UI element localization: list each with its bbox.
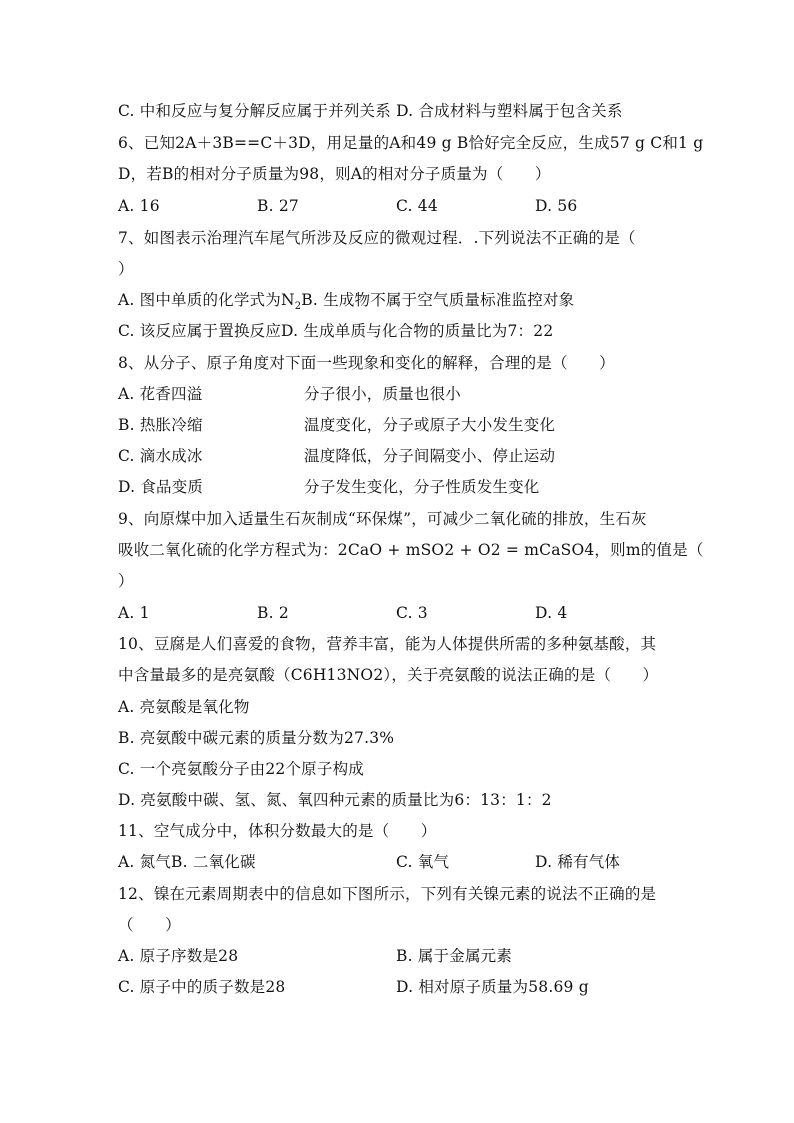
q11-option-c: C. 氧气 (396, 853, 450, 871)
q12-option-c: C. 原子中的质子数是28 (118, 978, 286, 996)
q9-stem-line-1: 9、向原煤中加入适量生石灰制成“环保煤”，可减少二氧化硫的排放，生石灰 (118, 510, 647, 528)
q9-stem-line-3: ） (118, 572, 134, 590)
q8-option-d-explain: 分子发生变化，分子性质发生变化 (304, 478, 540, 496)
q8-option-b-label: B. 热胀冷缩 (118, 416, 203, 434)
q8-option-c-explain: 温度降低，分子间隔变小、停止运动 (304, 447, 556, 465)
q7-options-line-1 (118, 290, 574, 317)
q9-stem-line-2: 吸收二氧化硫的化学方程式为：2CaO + mSO2 + O2 = mCaSO4，则m的值是（ (118, 541, 704, 559)
q12-option-d: D. 相对原子质量为58.69 g (396, 978, 589, 996)
q6-option-d: D. 56 (535, 197, 578, 215)
q7-option-a-text: A. 图中单质的化学式为N (118, 291, 295, 309)
q6-option-a: A. 16 (118, 197, 160, 215)
q7-option-a-subscript: 2 (294, 301, 302, 313)
q12-stem-line-1: 12、镍在元素周期表中的信息如下图所示，下列有关镍元素的说法不正确的是 (118, 885, 657, 903)
q10-option-c: C. 一个亮氨酸分子由22个原子构成 (118, 760, 364, 778)
q5-options-line: C. 中和反应与复分解反应属于并列关系 D. 合成材料与塑料属于包含关系 (118, 102, 623, 120)
q10-option-a: A. 亮氨酸是氧化物 (118, 698, 250, 716)
q9-option-d: D. 4 (535, 604, 568, 622)
q8-option-a-explain: 分子很小，质量也很小 (304, 385, 462, 403)
q8-option-c-label: C. 滴水成冰 (118, 447, 203, 465)
q10-stem-line-2: 中含量最多的是亮氨酸（C6H13NO2），关于亮氨酸的说法正确的是（ ） (118, 666, 659, 684)
q10-stem-line-1: 10、豆腐是人们喜爱的食物，营养丰富，能为人体提供所需的多种氨基酸，其 (118, 635, 657, 653)
q9-option-c: C. 3 (396, 604, 428, 622)
q12-option-a: A. 原子序数是28 (118, 947, 239, 965)
q7-options-line-2: C. 该反应属于置换反应D. 生成单质与化合物的质量比为7：22 (118, 322, 554, 340)
q7-option-b-text: B. 生成物不属于空气质量标准监控对象 (301, 291, 575, 309)
q9-option-a: A. 1 (118, 604, 150, 622)
q6-stem-line-2: D，若B的相对分子质量为98，则A的相对分子质量为（ ） (118, 165, 551, 183)
q12-stem-line-2: （ ） (118, 916, 181, 934)
q6-stem-line-1: 6、已知2A＋3B==C＋3D，用足量的A和49 g B恰好完全反应，生成57 g C和1 g (118, 134, 704, 152)
q10-option-d: D. 亮氨酸中碳、氢、氮、氧四种元素的质量比为6：13：1：2 (118, 791, 552, 809)
q12-option-b: B. 属于金属元素 (396, 947, 513, 965)
q8-stem: 8、从分子、原子角度对下面一些现象和变化的解释，合理的是（ ） (118, 354, 615, 372)
q11-option-ab: A. 氮气B. 二氧化碳 (118, 853, 256, 871)
q11-stem: 11、空气成分中，体积分数最大的是（ ） (118, 822, 437, 840)
q6-option-c: C. 44 (396, 197, 438, 215)
q8-option-b-explain: 温度变化，分子或原子大小发生变化 (304, 416, 556, 434)
q7-stem-line-2: ） (118, 260, 134, 278)
q11-option-d: D. 稀有气体 (535, 853, 621, 871)
q8-option-d-label: D. 食品变质 (118, 478, 204, 496)
q10-option-b: B. 亮氨酸中碳元素的质量分数为27.3% (118, 729, 395, 747)
q8-option-a-label: A. 花香四溢 (118, 385, 203, 403)
q9-option-b: B. 2 (257, 604, 289, 622)
q7-stem-line-1: 7、如图表示治理汽车尾气所涉及反应的微观过程．.下列说法不正确的是（ (118, 229, 636, 247)
q6-option-b: B. 27 (257, 197, 299, 215)
